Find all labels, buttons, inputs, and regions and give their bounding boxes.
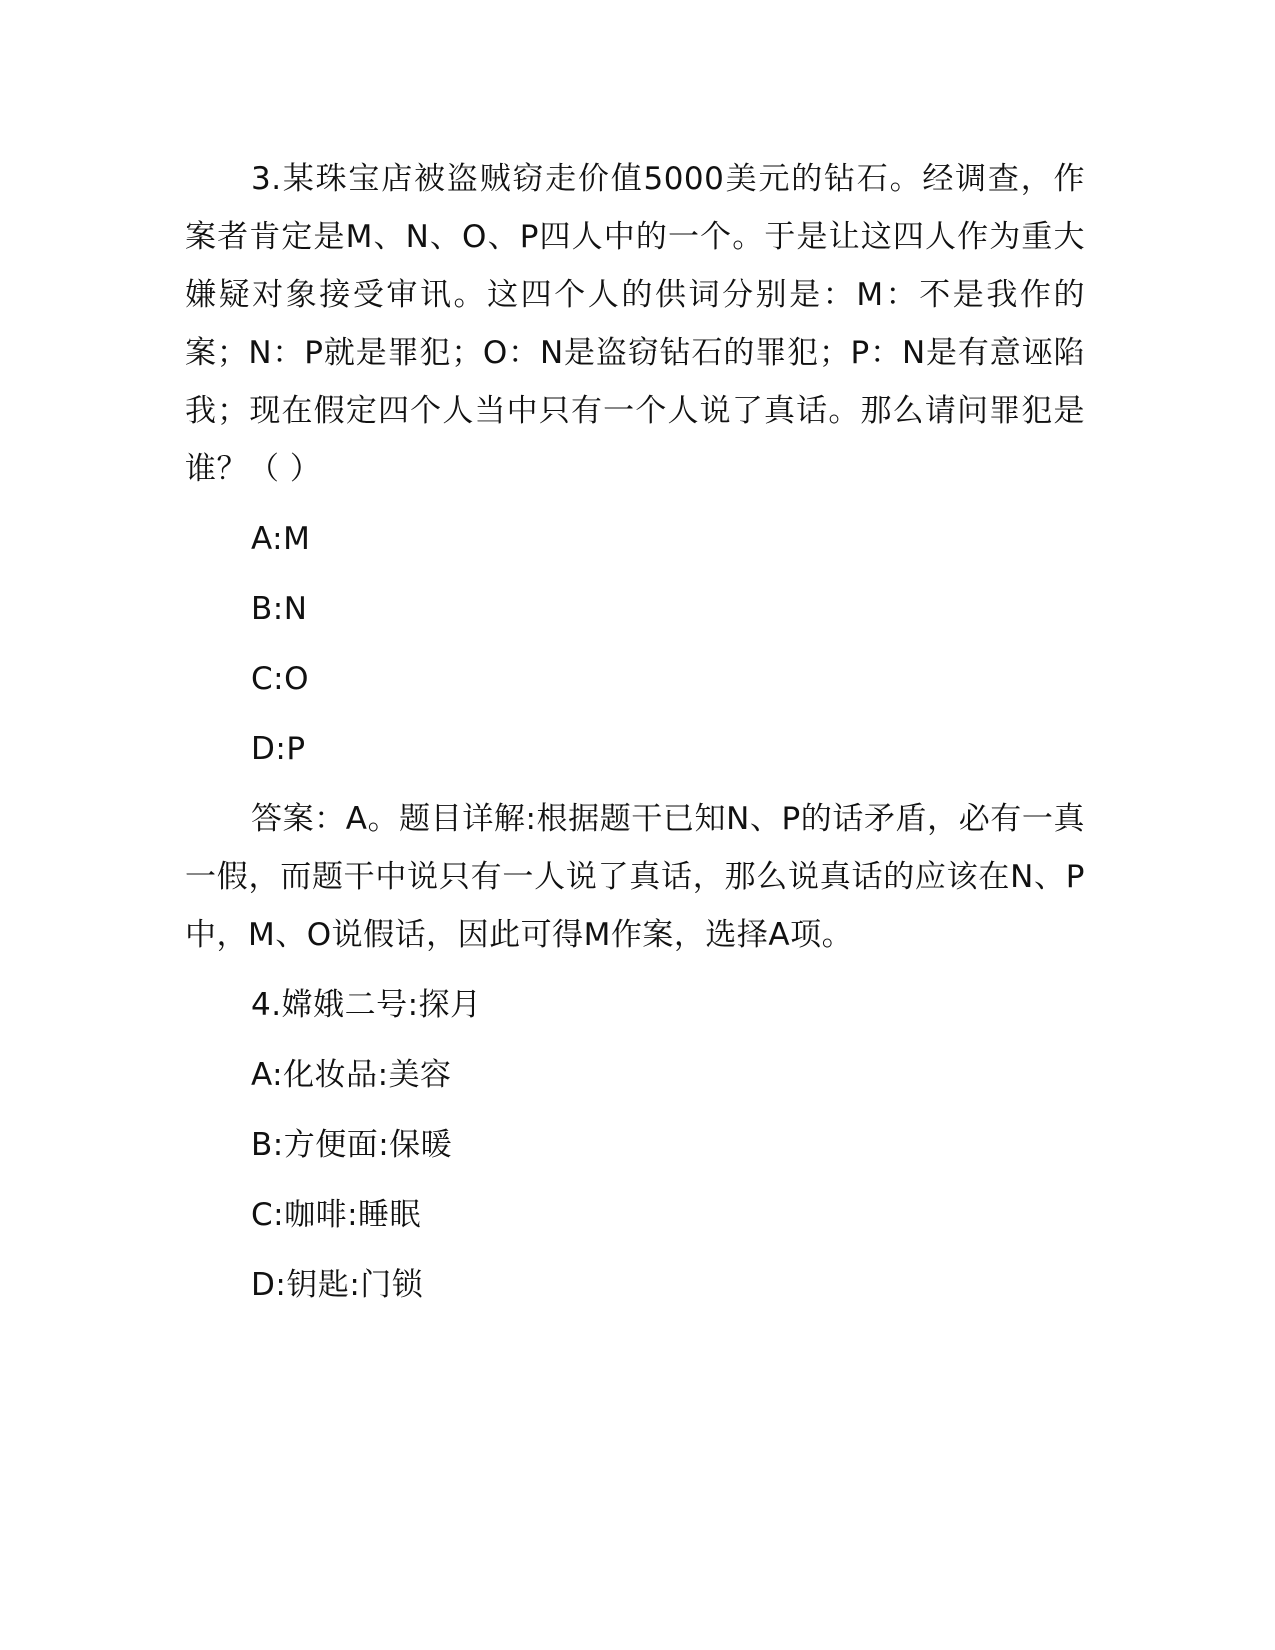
question-4-option-d: D:钥匙:门锁 bbox=[251, 1267, 424, 1303]
question-3-option-a: A:M bbox=[251, 521, 311, 557]
question-4-stem: 4.嫦娥二号:探月 bbox=[251, 987, 482, 1023]
question-4-option-c: C:咖啡:睡眠 bbox=[251, 1197, 422, 1233]
question-3-option-c: C:O bbox=[251, 661, 309, 697]
question-4-option-a: A:化妆品:美容 bbox=[251, 1057, 452, 1093]
question-3-option-d: D:P bbox=[251, 731, 306, 767]
question-4-option-b: B:方便面:保暖 bbox=[251, 1127, 453, 1163]
question-3-option-b: B:N bbox=[251, 591, 308, 627]
question-3-stem: 3.某珠宝店被盗贼窃走价值5000美元的钻石。经调查，作案者肯定是M、N、O、P四人中的一个。于是让这四人作为重大嫌疑对象接受审讯。这四个人的供词分别是：M：不是我作的案；N：P就是罪犯；O：N是盗窃钻石的罪犯；P：N是有意诬陷我；现在假定四个人当中只有一个人说了真话。那么请问罪犯是谁？（ ） bbox=[185, 161, 1085, 487]
question-3-answer: 答案：A。题目详解:根据题干已知N、P的话矛盾，必有一真一假，而题干中说只有一人说了真话，那么说真话的应该在N、P中，M、O说假话，因此可得M作案，选择A项。 bbox=[185, 801, 1085, 953]
document-content bbox=[185, 150, 1085, 1326]
